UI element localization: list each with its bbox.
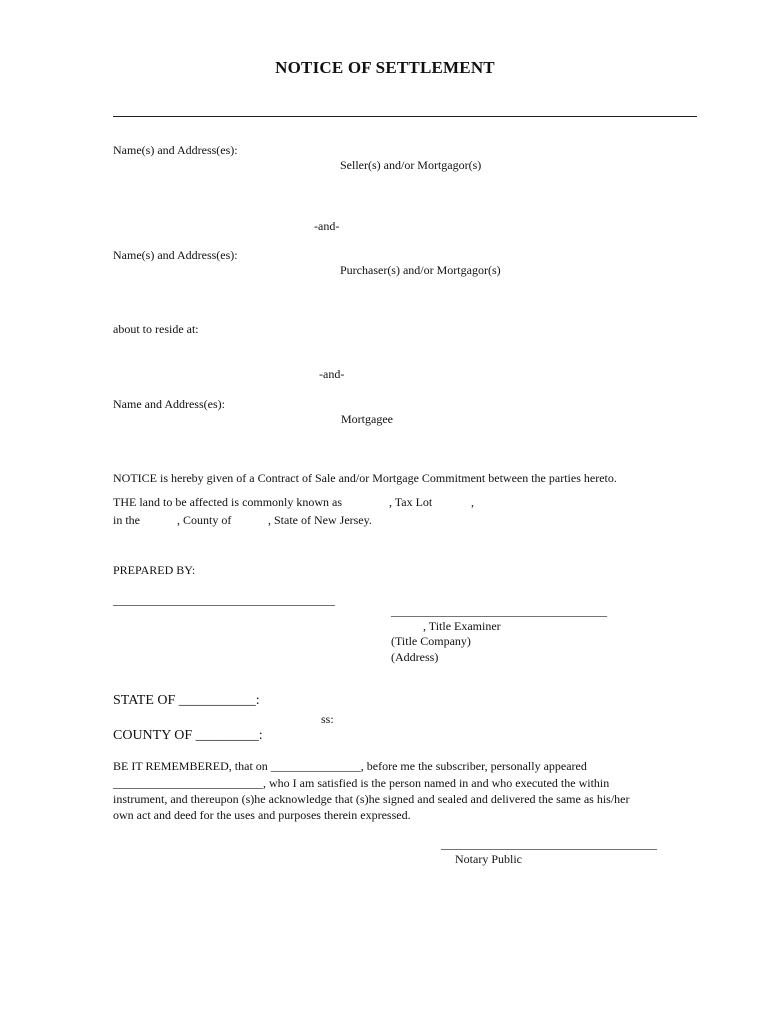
prepared-by-label: PREPARED BY:: [113, 563, 196, 577]
and-separator-2: -and-: [319, 367, 345, 381]
mortgagee-name-address-label: Name and Address(es):: [113, 397, 225, 411]
sellers-name-address-label: Name(s) and Address(es):: [113, 143, 238, 157]
mortgagee-role-label: Mortgagee: [341, 412, 393, 426]
state-of-new-jersey-label: , State of New Jersey.: [268, 513, 372, 527]
and-separator-1: -and-: [314, 219, 340, 233]
title-company-label: (Title Company): [391, 634, 471, 648]
notary-signature-line: ____________________________________: [441, 837, 657, 851]
acknowledgment-line-1: BE IT REMEMBERED, that on _______________, before me the subscriber, personally appeared: [113, 759, 587, 773]
ss-label: ss:: [321, 712, 334, 726]
notice-statement: NOTICE is hereby given of a Contract of Sale and/or Mortgage Commitment between the parties hereto.: [113, 471, 617, 485]
county-of-label: , County of: [177, 513, 232, 527]
tax-lot-label: , Tax Lot: [389, 495, 433, 509]
state-of-field: STATE OF ___________:: [113, 693, 260, 708]
document-title: NOTICE OF SETTLEMENT: [275, 58, 495, 77]
purchasers-name-address-label: Name(s) and Address(es):: [113, 248, 238, 262]
tax-lot-comma: ,: [471, 495, 474, 509]
acknowledgment-line-3: instrument, and thereupon (s)he acknowledge that (s)he signed and sealed and delivered the same as his/her: [113, 792, 630, 806]
title-examiner-signature-line: ____________________________________: [391, 604, 607, 618]
land-description-text: THE land to be affected is commonly known as: [113, 495, 343, 509]
prepared-by-signature-line: _____________________________________: [113, 593, 335, 607]
title-examiner-label: , Title Examiner: [423, 619, 501, 633]
purchasers-role-label: Purchaser(s) and/or Mortgagor(s): [340, 263, 501, 277]
acknowledgment-line-2: _________________________, who I am satisfied is the person named in and who executed the within: [113, 776, 610, 790]
about-to-reside-label: about to reside at:: [113, 322, 199, 336]
title-divider: [113, 116, 697, 117]
acknowledgment-line-4: own act and deed for the uses and purposes therein expressed.: [113, 808, 411, 822]
sellers-role-label: Seller(s) and/or Mortgagor(s): [340, 158, 482, 172]
notary-public-label: Notary Public: [455, 852, 522, 866]
title-address-label: (Address): [391, 650, 439, 664]
in-the-label: in the: [113, 513, 140, 527]
county-of-field: COUNTY OF _________:: [113, 728, 263, 743]
